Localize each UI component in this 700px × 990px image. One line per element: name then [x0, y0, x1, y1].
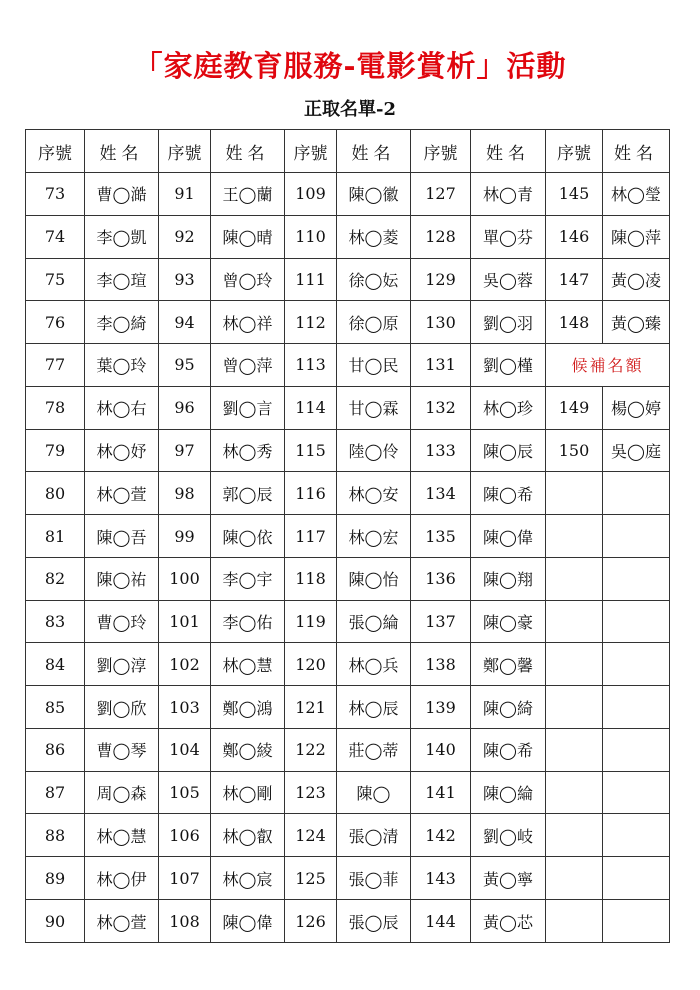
number-cell: 116: [285, 472, 337, 515]
name-cell: 林◯辰: [337, 686, 411, 729]
name-cell: 李◯凱: [85, 215, 159, 258]
number-cell: 134: [411, 472, 471, 515]
page-subtitle: 正取名單-2: [304, 99, 396, 120]
number-cell: 108: [159, 900, 211, 943]
table-row: [26, 643, 670, 686]
number-cell: 80: [26, 472, 85, 515]
name-cell: 林◯慧: [85, 814, 159, 857]
name-cell: 陳◯綺: [471, 686, 546, 729]
table-row: [26, 900, 670, 943]
name-cell: [603, 557, 670, 600]
number-cell: 96: [159, 386, 211, 429]
name-cell: 陳◯偉: [211, 900, 285, 943]
name-cell: 曹◯澔: [85, 173, 159, 216]
number-cell: 112: [285, 301, 337, 344]
name-cell: 陳◯綸: [471, 771, 546, 814]
name-cell: 吳◯庭: [603, 429, 670, 472]
name-cell: 劉◯言: [211, 386, 285, 429]
number-cell: [546, 643, 603, 686]
name-cell: 林◯珍: [471, 386, 546, 429]
number-cell: 102: [159, 643, 211, 686]
header-number: 序號: [159, 130, 211, 173]
number-cell: 91: [159, 173, 211, 216]
number-cell: [546, 515, 603, 558]
name-cell: 陳◯豪: [471, 600, 546, 643]
name-cell: 周◯森: [85, 771, 159, 814]
table-row: [26, 771, 670, 814]
number-cell: 87: [26, 771, 85, 814]
name-cell: 陳◯翔: [471, 557, 546, 600]
name-cell: 陳◯吾: [85, 515, 159, 558]
name-cell: 陳◯希: [471, 728, 546, 771]
number-cell: 137: [411, 600, 471, 643]
number-cell: 118: [285, 557, 337, 600]
number-cell: [546, 857, 603, 900]
name-cell: 單◯芬: [471, 215, 546, 258]
number-cell: 84: [26, 643, 85, 686]
number-cell: 142: [411, 814, 471, 857]
name-cell: 陸◯伶: [337, 429, 411, 472]
table-row: [26, 258, 670, 301]
number-cell: 107: [159, 857, 211, 900]
number-cell: 94: [159, 301, 211, 344]
number-cell: [546, 771, 603, 814]
name-cell: 徐◯妘: [337, 258, 411, 301]
waitlist-label: 候補名額: [546, 344, 670, 387]
header-name: 姓名: [211, 130, 285, 173]
number-cell: 120: [285, 643, 337, 686]
number-cell: 97: [159, 429, 211, 472]
name-cell: 張◯菲: [337, 857, 411, 900]
name-cell: 黃◯芯: [471, 900, 546, 943]
name-cell: 陳◯祐: [85, 557, 159, 600]
name-cell: 林◯伊: [85, 857, 159, 900]
number-cell: [546, 900, 603, 943]
number-cell: 77: [26, 344, 85, 387]
name-cell: 林◯祥: [211, 301, 285, 344]
header-name: 姓名: [337, 130, 411, 173]
name-cell: 張◯綸: [337, 600, 411, 643]
number-cell: [546, 814, 603, 857]
name-cell: 李◯宇: [211, 557, 285, 600]
number-cell: 85: [26, 686, 85, 729]
name-cell: 黃◯臻: [603, 301, 670, 344]
name-cell: 林◯瑩: [603, 173, 670, 216]
name-cell: 劉◯岐: [471, 814, 546, 857]
number-cell: 100: [159, 557, 211, 600]
number-cell: 101: [159, 600, 211, 643]
number-cell: 115: [285, 429, 337, 472]
name-cell: 林◯慧: [211, 643, 285, 686]
name-cell: 黃◯寧: [471, 857, 546, 900]
name-cell: 陳◯: [337, 771, 411, 814]
number-cell: 93: [159, 258, 211, 301]
name-cell: 甘◯霖: [337, 386, 411, 429]
number-cell: [546, 557, 603, 600]
name-cell: 甘◯民: [337, 344, 411, 387]
number-cell: 99: [159, 515, 211, 558]
number-cell: 143: [411, 857, 471, 900]
table-row: [26, 386, 670, 429]
number-cell: 133: [411, 429, 471, 472]
name-cell: [603, 600, 670, 643]
table-row: [26, 814, 670, 857]
name-cell: [603, 515, 670, 558]
number-cell: 74: [26, 215, 85, 258]
number-cell: 141: [411, 771, 471, 814]
table-row: [26, 173, 670, 216]
name-cell: 林◯安: [337, 472, 411, 515]
header-number: 序號: [26, 130, 85, 173]
roster-body: [26, 173, 670, 943]
table-row: [26, 215, 670, 258]
name-cell: 林◯菱: [337, 215, 411, 258]
header-number: 序號: [285, 130, 337, 173]
name-cell: [603, 814, 670, 857]
number-cell: [546, 686, 603, 729]
name-cell: 李◯瑄: [85, 258, 159, 301]
table-row: [26, 686, 670, 729]
number-cell: 149: [546, 386, 603, 429]
name-cell: 曹◯玲: [85, 600, 159, 643]
name-cell: 李◯綺: [85, 301, 159, 344]
number-cell: 105: [159, 771, 211, 814]
number-cell: 103: [159, 686, 211, 729]
number-cell: 79: [26, 429, 85, 472]
number-cell: 113: [285, 344, 337, 387]
name-cell: 陳◯晴: [211, 215, 285, 258]
number-cell: 139: [411, 686, 471, 729]
number-cell: 138: [411, 643, 471, 686]
name-cell: 張◯清: [337, 814, 411, 857]
number-cell: 122: [285, 728, 337, 771]
number-cell: 111: [285, 258, 337, 301]
number-cell: 130: [411, 301, 471, 344]
number-cell: 127: [411, 173, 471, 216]
number-cell: 110: [285, 215, 337, 258]
name-cell: 楊◯婷: [603, 386, 670, 429]
number-cell: [546, 728, 603, 771]
number-cell: 121: [285, 686, 337, 729]
name-cell: 陳◯偉: [471, 515, 546, 558]
number-cell: 98: [159, 472, 211, 515]
number-cell: 145: [546, 173, 603, 216]
number-cell: [546, 472, 603, 515]
table-row: [26, 344, 670, 387]
name-cell: 劉◯淳: [85, 643, 159, 686]
name-cell: 曾◯萍: [211, 344, 285, 387]
number-cell: 83: [26, 600, 85, 643]
name-cell: 李◯佑: [211, 600, 285, 643]
number-cell: 114: [285, 386, 337, 429]
name-cell: 劉◯槿: [471, 344, 546, 387]
number-cell: 132: [411, 386, 471, 429]
name-cell: 林◯秀: [211, 429, 285, 472]
name-cell: 鄭◯鴻: [211, 686, 285, 729]
table-row: [26, 301, 670, 344]
table-row: [26, 429, 670, 472]
header-number: 序號: [546, 130, 603, 173]
name-cell: 林◯叡: [211, 814, 285, 857]
number-cell: 109: [285, 173, 337, 216]
number-cell: 124: [285, 814, 337, 857]
name-cell: 陳◯希: [471, 472, 546, 515]
number-cell: 78: [26, 386, 85, 429]
number-cell: 119: [285, 600, 337, 643]
name-cell: 曹◯琴: [85, 728, 159, 771]
number-cell: 148: [546, 301, 603, 344]
number-cell: 150: [546, 429, 603, 472]
name-cell: 郭◯辰: [211, 472, 285, 515]
roster-table: [25, 129, 670, 943]
name-cell: 張◯辰: [337, 900, 411, 943]
number-cell: 147: [546, 258, 603, 301]
number-cell: 95: [159, 344, 211, 387]
header-number: 序號: [411, 130, 471, 173]
name-cell: 陳◯辰: [471, 429, 546, 472]
name-cell: 林◯妤: [85, 429, 159, 472]
number-cell: [546, 600, 603, 643]
name-cell: 林◯青: [471, 173, 546, 216]
number-cell: 129: [411, 258, 471, 301]
name-cell: 劉◯欣: [85, 686, 159, 729]
number-cell: 123: [285, 771, 337, 814]
number-cell: 106: [159, 814, 211, 857]
name-cell: 莊◯蒂: [337, 728, 411, 771]
number-cell: 73: [26, 173, 85, 216]
table-row: [26, 728, 670, 771]
name-cell: [603, 472, 670, 515]
name-cell: [603, 643, 670, 686]
number-cell: 88: [26, 814, 85, 857]
name-cell: 葉◯玲: [85, 344, 159, 387]
number-cell: 128: [411, 215, 471, 258]
name-cell: 曾◯玲: [211, 258, 285, 301]
header-name: 姓名: [85, 130, 159, 173]
number-cell: 117: [285, 515, 337, 558]
number-cell: 146: [546, 215, 603, 258]
number-cell: 76: [26, 301, 85, 344]
name-cell: 黃◯凌: [603, 258, 670, 301]
name-cell: 鄭◯馨: [471, 643, 546, 686]
table-row: [26, 515, 670, 558]
number-cell: 92: [159, 215, 211, 258]
number-cell: 135: [411, 515, 471, 558]
name-cell: [603, 857, 670, 900]
table-row: [26, 857, 670, 900]
name-cell: 吳◯蓉: [471, 258, 546, 301]
header-row: [26, 130, 670, 173]
name-cell: 鄭◯綾: [211, 728, 285, 771]
number-cell: 131: [411, 344, 471, 387]
name-cell: 林◯兵: [337, 643, 411, 686]
number-cell: 136: [411, 557, 471, 600]
name-cell: [603, 686, 670, 729]
header-name: 姓名: [603, 130, 670, 173]
number-cell: 86: [26, 728, 85, 771]
number-cell: 82: [26, 557, 85, 600]
table-row: [26, 472, 670, 515]
number-cell: 90: [26, 900, 85, 943]
name-cell: 王◯蘭: [211, 173, 285, 216]
number-cell: 104: [159, 728, 211, 771]
number-cell: 81: [26, 515, 85, 558]
name-cell: 林◯萱: [85, 900, 159, 943]
number-cell: 89: [26, 857, 85, 900]
name-cell: 林◯宸: [211, 857, 285, 900]
name-cell: 陳◯徽: [337, 173, 411, 216]
name-cell: 劉◯羽: [471, 301, 546, 344]
name-cell: [603, 771, 670, 814]
name-cell: 陳◯怡: [337, 557, 411, 600]
number-cell: 125: [285, 857, 337, 900]
page-title: 「家庭教育服務-電影賞析」活動: [133, 49, 567, 83]
name-cell: 徐◯原: [337, 301, 411, 344]
name-cell: 林◯萱: [85, 472, 159, 515]
number-cell: 75: [26, 258, 85, 301]
table-row: [26, 557, 670, 600]
name-cell: 陳◯依: [211, 515, 285, 558]
name-cell: [603, 728, 670, 771]
name-cell: 林◯右: [85, 386, 159, 429]
table-row: [26, 600, 670, 643]
number-cell: 126: [285, 900, 337, 943]
number-cell: 144: [411, 900, 471, 943]
number-cell: 140: [411, 728, 471, 771]
name-cell: 陳◯萍: [603, 215, 670, 258]
name-cell: [603, 900, 670, 943]
name-cell: 林◯宏: [337, 515, 411, 558]
name-cell: 林◯剛: [211, 771, 285, 814]
header-name: 姓名: [471, 130, 546, 173]
